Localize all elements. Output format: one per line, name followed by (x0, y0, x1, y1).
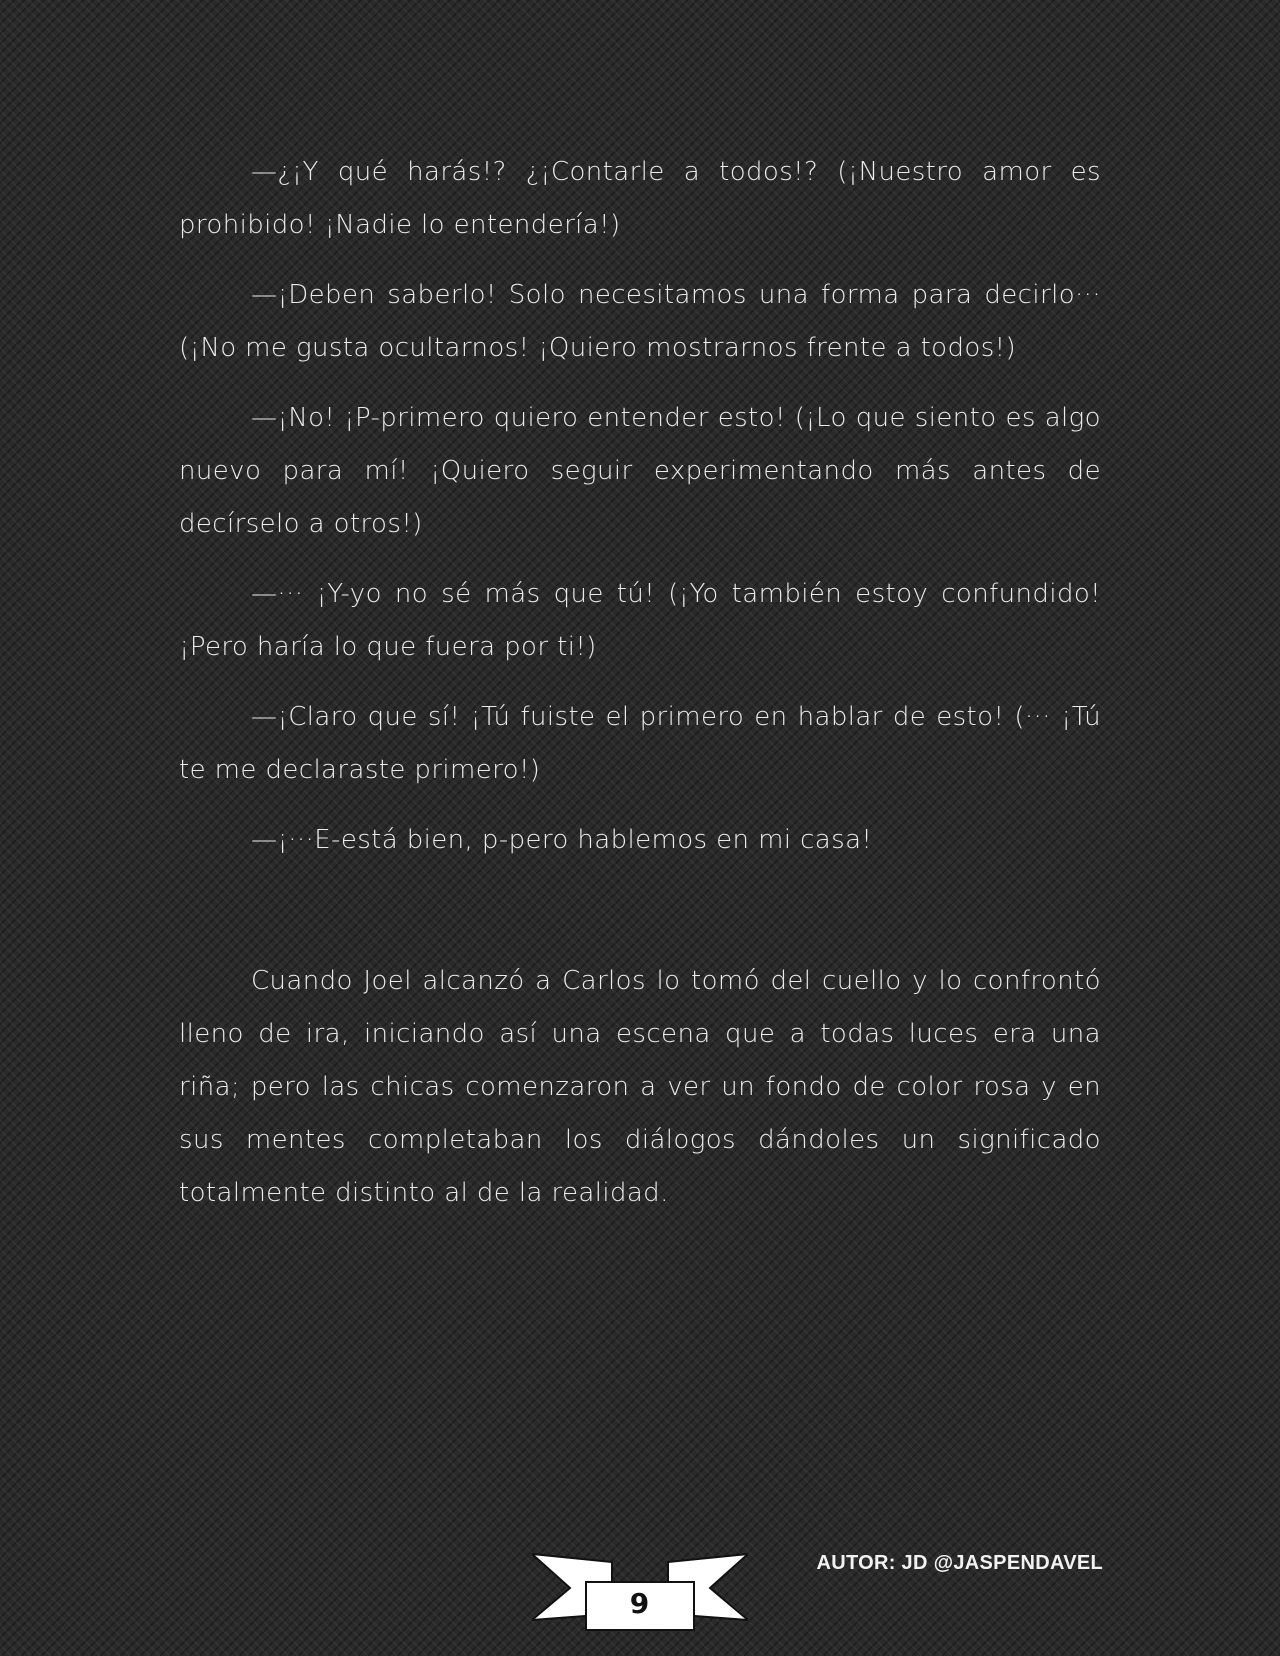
dialogue-line-1: —¿¡Y qué harás!? ¿¡Contarle a todos!? (¡Nuestro amor es prohibido! ¡Nadie lo entendería!) (179, 157, 1101, 240)
dialogue-line-4: —··· ¡Y-yo no sé más que tú! (¡Yo también estoy confundido! ¡Pero haría lo que fuera por ti!) (179, 579, 1101, 662)
narration-paragraph: Cuando Joel alcanzó a Carlos lo tomó del cuello y lo confrontó lleno de ira, iniciando así una escena que a todas luces era una riña; pero las chicas comenzaron a ver un fondo de color rosa y en sus mentes completaban los diálogos dándoles un significado totalmente distinto al de la realidad. (179, 966, 1101, 1208)
dialogue-line-5: —¡Claro que sí! ¡Tú fuiste el primero en hablar de esto! (··· ¡Tú te me declaraste primero!) (179, 702, 1101, 785)
dialogue-line-3: —¡No! ¡P-primero quiero entender esto! (¡Lo que siento es algo nuevo para mí! ¡Quiero seguir experimentando más antes de decírselo a otros!) (179, 403, 1101, 539)
page-number: 9 (629, 1587, 650, 1620)
author-credit: AUTOR: JD @JASPENDAVEL (816, 1552, 1103, 1574)
dialogue-line-6: —¡···E-está bien, p-pero hablemos en mi casa! (251, 825, 873, 855)
dialogue-line-2: —¡Deben saberlo! Solo necesitamos una forma para decirlo··· (¡No me gusta ocultarnos! ¡Quiero mostrarnos frente a todos!) (179, 280, 1101, 363)
body-text (179, 146, 1101, 1237)
